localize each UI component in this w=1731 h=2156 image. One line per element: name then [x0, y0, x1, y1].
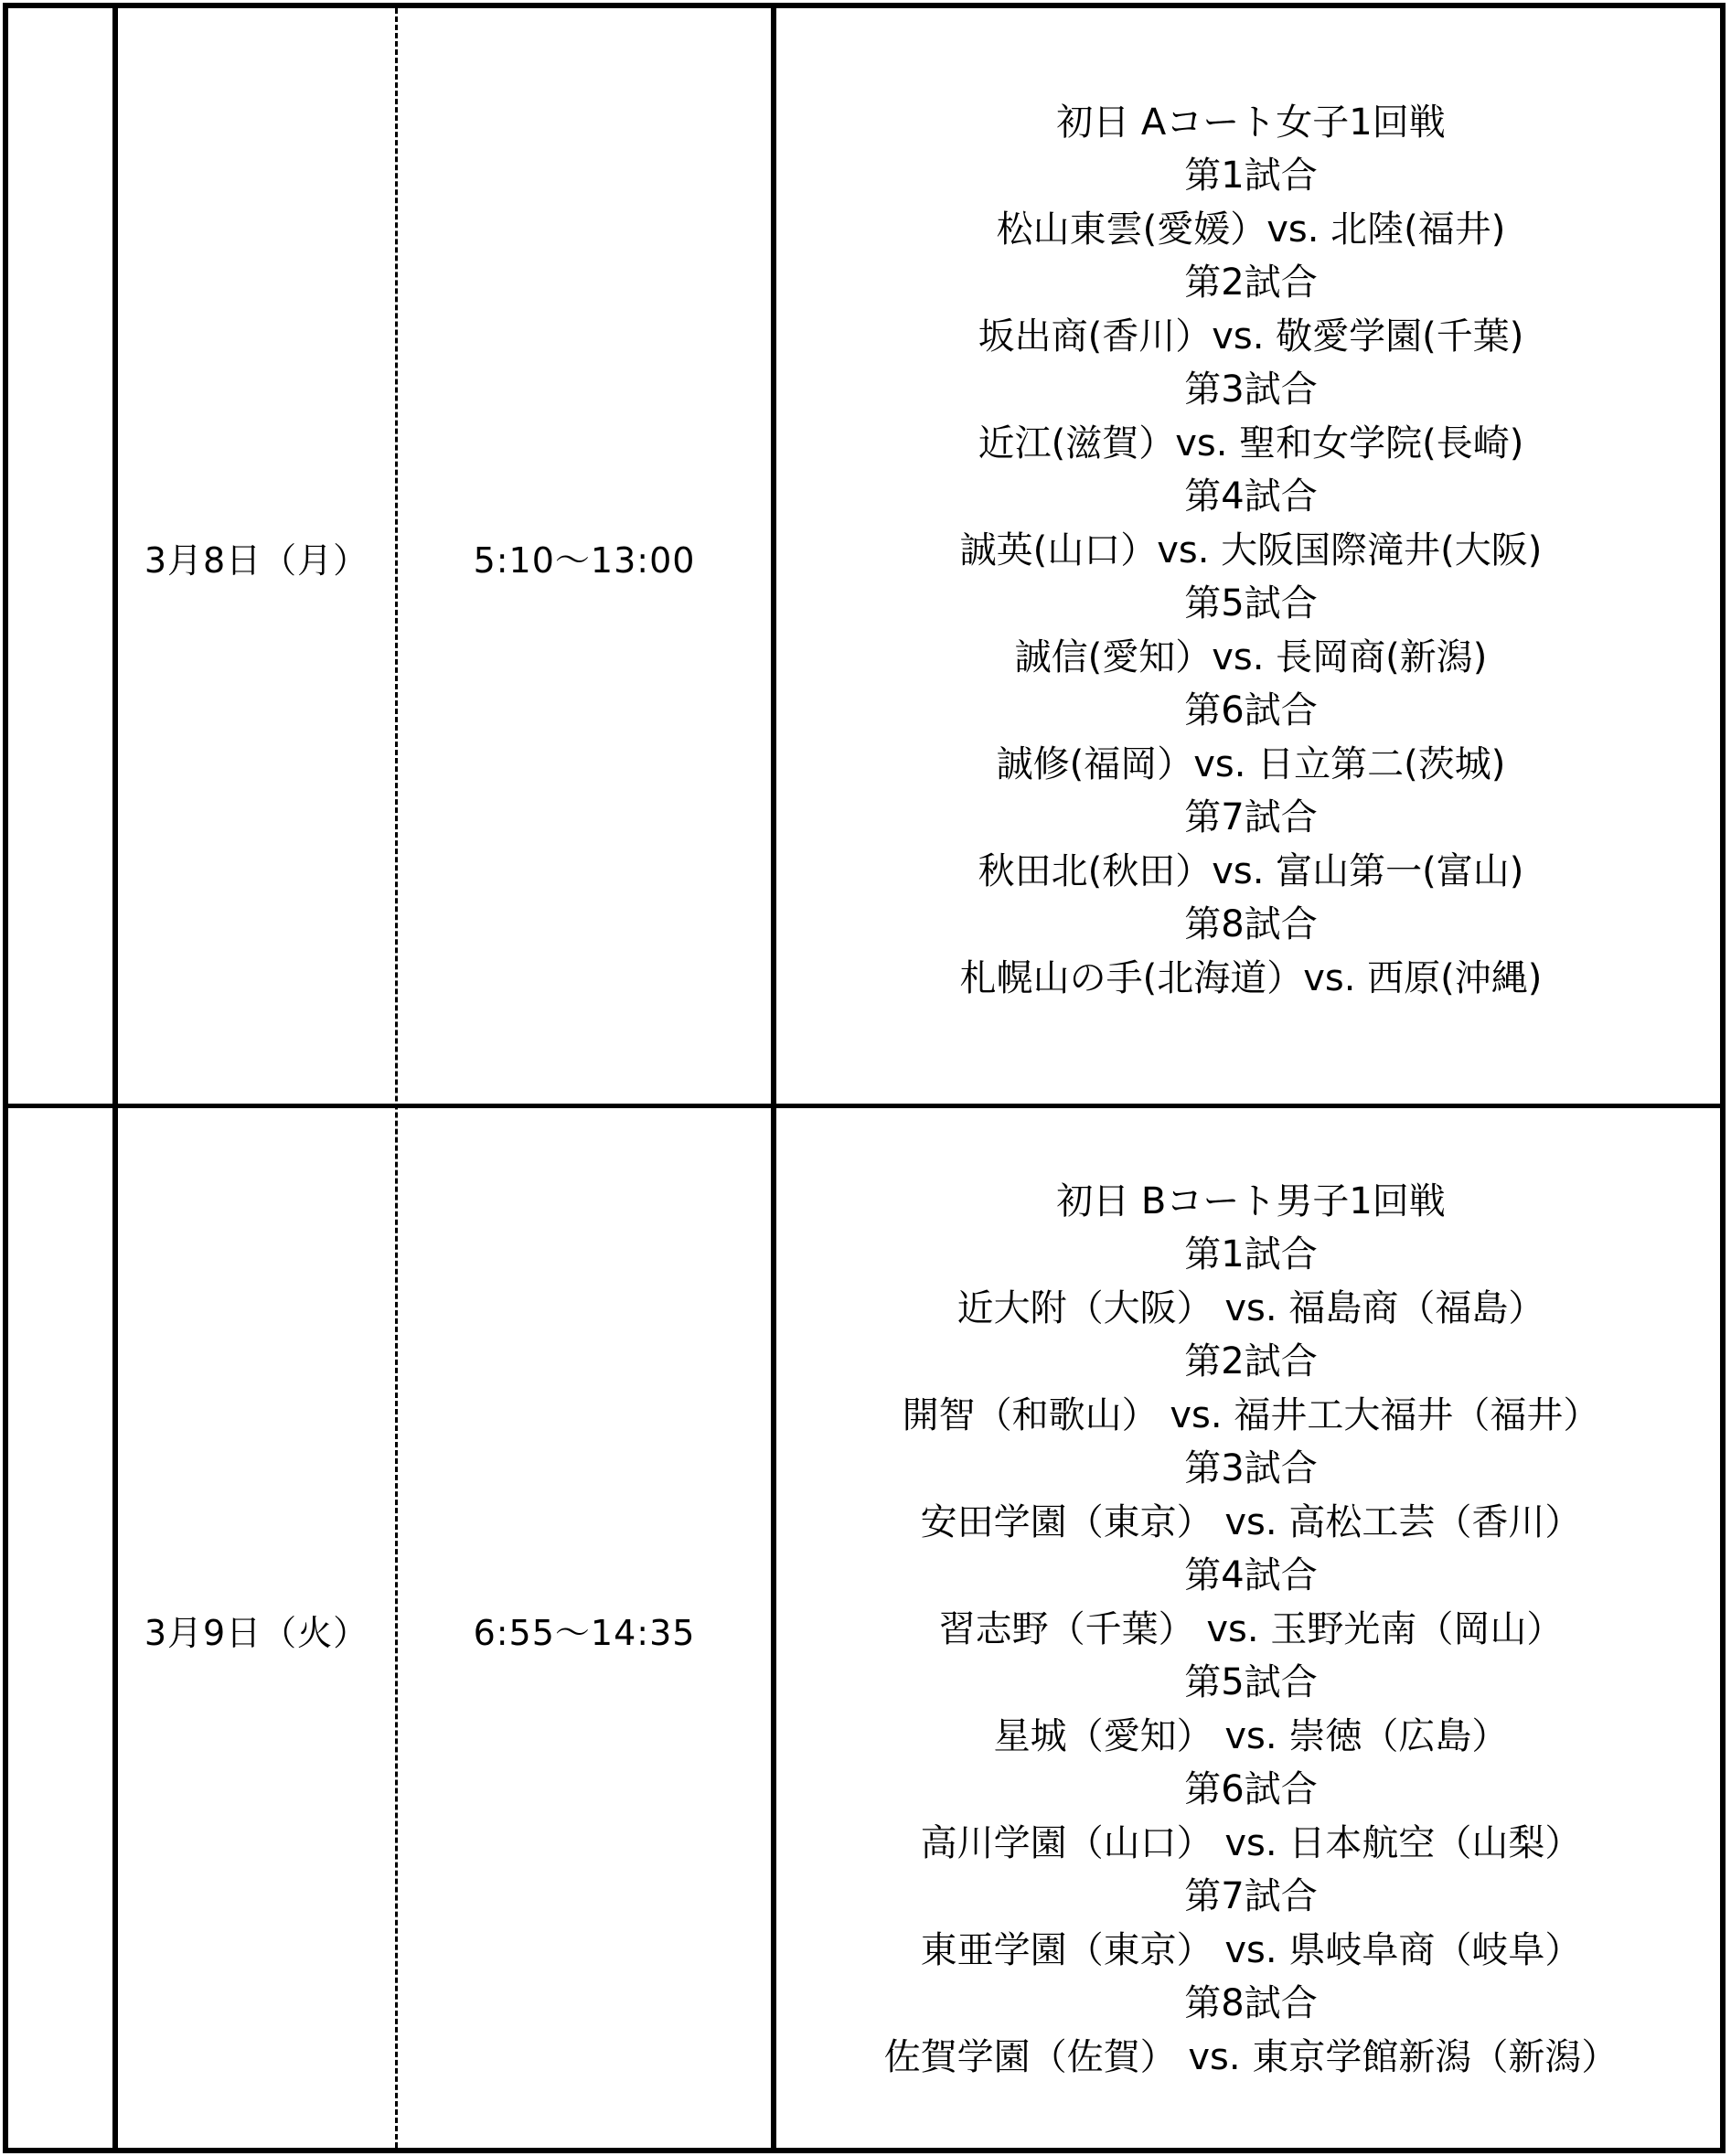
match-teams: 誠信(愛知）vs. 長岡商(新潟)	[1014, 635, 1488, 678]
time-cell	[398, 8, 771, 1105]
date-cell	[118, 1105, 395, 2153]
match-list	[884, 1175, 1619, 2085]
match-teams: 秋田北(秋田）vs. 富山第一(富山)	[978, 849, 1524, 892]
match-label: 第1試合	[1184, 1233, 1318, 1276]
match-label: 第6試合	[1184, 1768, 1318, 1811]
blank-cell	[8, 1105, 112, 2153]
match-label: 第8試合	[1184, 903, 1318, 946]
match-label: 第1試合	[1184, 155, 1318, 197]
matches-cell	[776, 8, 1726, 1105]
match-label: 第6試合	[1184, 689, 1318, 732]
match-label: 第2試合	[1184, 1340, 1318, 1383]
match-teams: 星城（愛知） vs. 崇徳（広島）	[993, 1714, 1509, 1757]
match-teams: 誠修(福岡）vs. 日立第二(茨城)	[996, 742, 1506, 785]
blank-cell	[8, 8, 112, 1105]
match-teams: 松山東雲(愛媛）vs. 北陸(福井)	[996, 208, 1506, 251]
match-label: 第3試合	[1184, 1447, 1318, 1490]
time-text: 6:55～14:35	[473, 1612, 696, 1653]
match-teams: 東亜学園（東京） vs. 県岐阜商（岐阜）	[920, 1928, 1582, 1971]
match-label: 第7試合	[1184, 796, 1318, 839]
match-teams: 安田学園（東京） vs. 高松工芸（香川）	[920, 1500, 1582, 1543]
match-label: 第4試合	[1184, 475, 1318, 518]
court-title: 初日 Bコート男子1回戦	[1056, 1179, 1446, 1222]
match-label: 第5試合	[1184, 582, 1318, 625]
match-label: 第8試合	[1184, 1982, 1318, 2025]
court-title: 初日 Aコート女子1回戦	[1056, 101, 1446, 144]
match-teams: 札幌山の手(北海道）vs. 西原(沖縄)	[959, 956, 1543, 999]
time-text: 5:10～13:00	[473, 539, 696, 581]
match-label: 第7試合	[1184, 1875, 1318, 1918]
match-teams: 近大附（大阪） vs. 福島商（福島）	[956, 1286, 1545, 1329]
date-cell	[118, 8, 395, 1105]
match-label: 第3試合	[1184, 368, 1318, 411]
schedule-row-day-2	[8, 1105, 1720, 2153]
schedule-table	[3, 3, 1726, 2153]
date-text: 3月8日（月）	[144, 539, 369, 581]
match-teams: 近江(滋賀）vs. 聖和女学院(長崎)	[978, 422, 1524, 464]
match-teams: 開智（和歌山） vs. 福井工大福井（福井）	[902, 1393, 1600, 1436]
matches-cell	[776, 1105, 1726, 2153]
match-label: 第2試合	[1184, 261, 1318, 304]
match-list	[960, 96, 1543, 1006]
match-teams: 佐賀学園（佐賀） vs. 東京学館新潟（新潟）	[883, 2035, 1619, 2078]
match-label: 第5試合	[1184, 1661, 1318, 1704]
schedule-row-day-1	[8, 8, 1720, 1105]
match-label: 第4試合	[1184, 1554, 1318, 1597]
match-teams: 誠英(山口）vs. 大阪国際滝井(大阪)	[959, 528, 1543, 571]
date-text: 3月9日（火）	[144, 1612, 369, 1653]
match-teams: 習志野（千葉） vs. 玉野光南（岡山）	[938, 1607, 1564, 1650]
match-teams: 坂出商(香川）vs. 敬愛学園(千葉)	[978, 315, 1524, 358]
match-teams: 高川学園（山口） vs. 日本航空（山梨）	[920, 1821, 1582, 1864]
time-cell	[398, 1105, 771, 2153]
